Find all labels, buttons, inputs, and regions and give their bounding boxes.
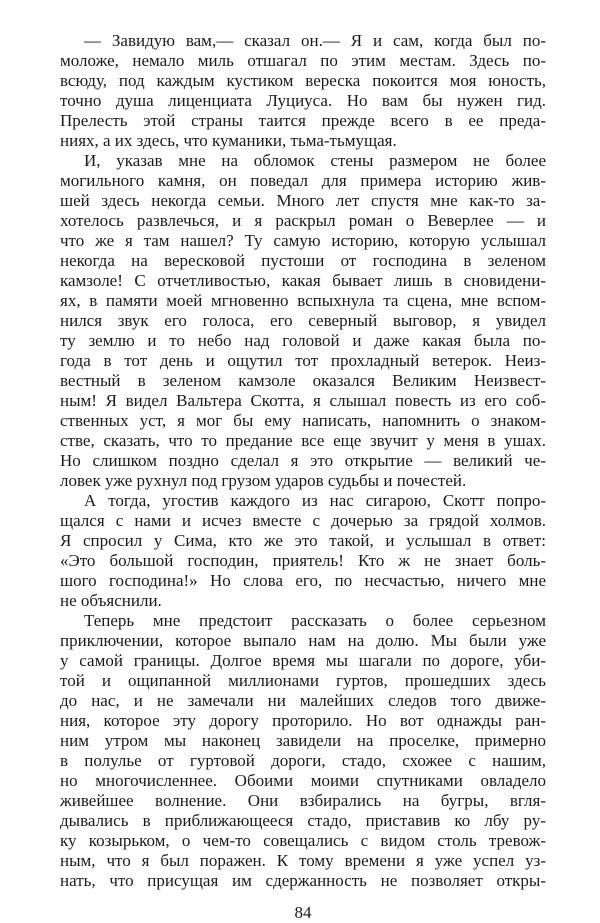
text-line: точно душа лиценциата Луциуса. Но вам бы нужен гид.	[60, 91, 546, 110]
text-line: некогда на вересковой пустоши от господина в зеленом	[60, 251, 546, 270]
text-line: ях, в памяти моей мгновенно вспыхнула та сцена, мне вспом-	[60, 291, 546, 310]
text-line: что же я там нашел? Ту самую историю, которую услышал	[60, 231, 546, 250]
text-line: до нас, и не замечали ни малейших следов того движе-	[60, 691, 546, 710]
text-line: нать, что присущая им сдержанность не позволяет откры-	[60, 871, 546, 890]
text-line: камзоле! С отчетливостью, какая бывает лишь в сновидени-	[60, 271, 546, 290]
text-line: ку козырьком, о чем-то совещались с видом столь тревож-	[60, 831, 546, 850]
text-line: вестный в зеленом камзоле оказался Великим Неизвест-	[60, 371, 546, 390]
text-line: Я спросил у Сима, кто же это такой, и услышал в ответ:	[60, 531, 546, 550]
book-page	[60, 31, 546, 923]
text-line: «Это большой господин, приятель! Кто ж не знает боль-	[60, 551, 546, 570]
text-line: той и ощипанной миллионами гуртов, прошедших здесь	[60, 671, 546, 690]
text-line: ту землю и то небо над головой и даже какая была по-	[60, 331, 546, 350]
text-line: А тогда, угостив каждого из нас сигарою, Скотт попро-	[84, 491, 546, 510]
text-line: щался с нами и исчез вместе с дочерью за грядой холмов.	[60, 511, 546, 530]
text-line: дывались в приближающееся стадо, приставив ко лбу ру-	[60, 811, 546, 830]
text-line: приключении, которое выпало нам на долю. Мы были уже	[60, 631, 546, 650]
text-line: моложе, немало миль отшагал по этим местам. Здесь по-	[60, 51, 546, 70]
text-line: года в тот день и ощутил тот прохладный ветерок. Неиз-	[60, 351, 546, 370]
text-line: шей здесь некогда семьи. Много лет спустя мне как-то за-	[60, 191, 546, 210]
text-line: всюду, под каждым кустиком вереска покоится моя юность,	[60, 71, 546, 90]
text-line: Прелесть этой страны таится прежде всего в ее преда-	[60, 111, 546, 130]
text-line: Теперь мне предстоит рассказать о более серьезном	[84, 611, 546, 630]
text-line: могильного камня, он поведал для примера историю жив-	[60, 171, 546, 190]
text-line: ним утром мы наконец завидели на проселке, примерно	[60, 731, 546, 750]
text-line: И, указав мне на обломок стены размером не более	[84, 151, 546, 170]
text-line: хотелось развлечься, и я раскрыл роман о Веверлее — и	[60, 211, 546, 230]
paragraph	[60, 31, 546, 151]
text-line: в полулье от гуртовой дороги, стадо, схожее с нашим,	[60, 751, 546, 770]
text-line: ния, которое эту дорогу проторило. Но вот однажды ран-	[60, 711, 546, 730]
text-line: — Завидую вам,— сказал он.— Я и сам, когда был по-	[84, 31, 546, 50]
text-line: нился звук его голоса, его северный выговор, я увидел	[60, 311, 546, 330]
text-line: шого господина!» Но слова его, по несчастью, ничего мне	[60, 571, 546, 590]
text-line: стве, сказать, что то предание все еще звучит у меня в ушах.	[60, 431, 546, 450]
text-line: живейшее волнение. Они взбирались на бугры, вгля-	[60, 791, 546, 810]
body-text	[60, 31, 546, 891]
text-line: ственных уст, я мог бы ему написать, напомнить о знаком-	[60, 411, 546, 430]
paragraph	[60, 491, 546, 611]
text-line: ниях, а их здесь, что куманики, тьма-тьмущая.	[60, 131, 397, 150]
text-line: ным! Я видел Вальтера Скотта, я слышал повесть из его соб-	[60, 391, 546, 410]
text-line: не объяснили.	[60, 591, 162, 610]
paragraph	[60, 151, 546, 491]
page-number: 84	[294, 903, 312, 922]
text-line: у самой границы. Долгое время мы шагали по дороге, уби-	[60, 651, 546, 670]
text-line: ловек уже рухнул под грузом ударов судьбы и почестей.	[60, 471, 467, 490]
text-line: но многочисленнее. Обоими моими спутниками овладело	[60, 771, 546, 790]
text-line: ным, что я был поражен. К тому времени я уже успел уз-	[60, 851, 546, 870]
paragraph	[60, 611, 546, 891]
text-line: Но слишком поздно сделал я это открытие — великий че-	[60, 451, 546, 470]
